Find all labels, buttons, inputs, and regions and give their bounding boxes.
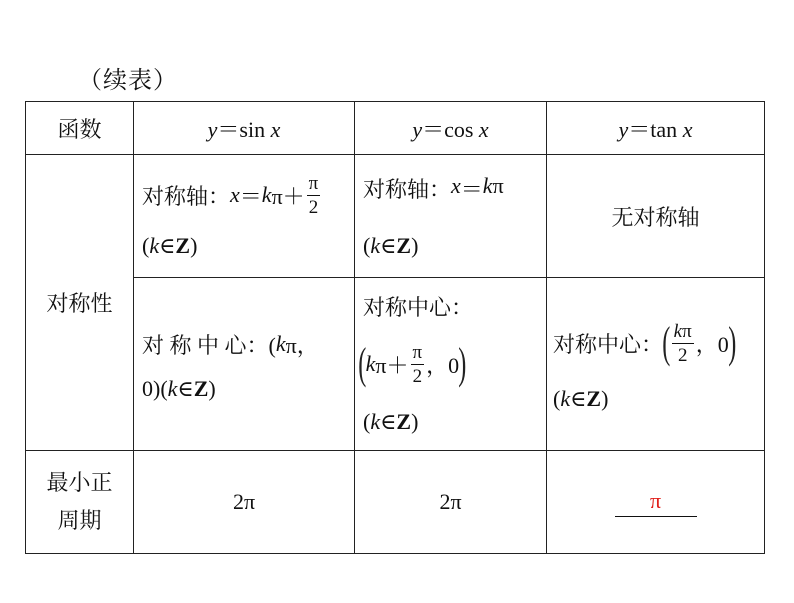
tan-axis-cell xyxy=(547,155,765,278)
cos-center-k: k xyxy=(365,351,376,376)
cos-axis-cond-open: ( xyxy=(363,233,371,258)
cos-axis-cond-k: k xyxy=(370,233,381,258)
tan-center-frac-den: 2 xyxy=(677,344,688,366)
tan-period-cell xyxy=(547,451,765,554)
header-tan-eq: ＝tan xyxy=(628,116,683,142)
sin-axis-prefix: 对称轴： xyxy=(142,183,231,209)
tan-center-frac-num xyxy=(672,322,694,344)
tan-center-line2 xyxy=(547,378,764,420)
cos-center-line2 xyxy=(355,328,546,400)
table-caption: （续表） xyxy=(78,68,178,94)
sin-center-prefix: 对 称 中 心：( xyxy=(142,332,276,358)
tan-period-answer-blank: π xyxy=(615,488,697,517)
sin-center-k: k xyxy=(275,331,286,356)
sin-axis-cond-in: ∈ xyxy=(159,233,176,258)
sin-axis-pi-plus: π＋ xyxy=(271,183,305,209)
sin-center-cond-Z: Z xyxy=(193,376,209,401)
header-tan-y: y xyxy=(618,116,629,142)
cos-center-cond-open: ( xyxy=(363,409,371,434)
sin-center-zero: 0)( xyxy=(142,376,168,401)
header-row xyxy=(26,102,765,155)
header-sin-x: x xyxy=(270,116,281,142)
period-label-cell xyxy=(26,451,134,554)
header-sin-eq: ＝sin xyxy=(217,116,271,142)
cos-center-line1 xyxy=(355,284,546,328)
cos-axis-cond-close: ) xyxy=(411,233,419,258)
tan-center-prefix: 对称中心： xyxy=(553,331,664,357)
period-label-line1: 最小正 xyxy=(46,470,113,495)
period-label-line2: 周期 xyxy=(57,508,102,533)
symmetry-axis-row xyxy=(26,155,765,278)
cos-axis-pi: π xyxy=(492,173,504,198)
cos-center-fraction xyxy=(411,343,425,386)
tan-center-cond-close: ) xyxy=(601,386,609,411)
symmetry-center-row xyxy=(26,278,765,451)
cos-center-frac-den: 2 xyxy=(412,365,423,387)
cos-center-cond-close: ) xyxy=(411,409,419,434)
tan-center-frac-k: k xyxy=(673,320,683,342)
trig-properties-table xyxy=(25,101,765,554)
sin-period-value: 2π xyxy=(232,489,256,514)
tan-center-frac-pi: π xyxy=(682,320,692,342)
cos-center-cell xyxy=(355,278,547,451)
sin-axis-line2 xyxy=(134,225,354,267)
header-function-cell xyxy=(26,102,134,155)
cos-period-value: 2π xyxy=(439,489,462,514)
tan-center-paren-left: ( xyxy=(662,318,671,367)
tan-center-cell xyxy=(547,278,765,451)
sin-center-line2 xyxy=(134,369,354,409)
symmetry-label: 对称性 xyxy=(46,291,113,316)
cos-center-cond-Z: Z xyxy=(396,409,412,434)
sin-period-cell xyxy=(134,451,355,554)
sin-axis-cond-Z: Z xyxy=(175,233,191,258)
cos-center-cond-in: ∈ xyxy=(380,409,397,434)
sin-axis-frac-den: 2 xyxy=(308,196,319,218)
cos-axis-line2 xyxy=(355,225,546,267)
tan-no-axis: 无对称轴 xyxy=(611,204,700,230)
cos-period-cell xyxy=(355,451,547,554)
period-row xyxy=(26,451,765,554)
cos-center-cond-k: k xyxy=(370,409,381,434)
sin-center-cond-in: ∈ xyxy=(177,376,194,401)
sin-axis-frac-num: π xyxy=(308,172,319,194)
cos-center-prefix: 对称中心： xyxy=(363,294,474,320)
header-function-label: 函数 xyxy=(57,116,102,142)
sin-axis-x: x xyxy=(230,182,240,207)
header-sin-cell xyxy=(134,102,355,155)
sin-center-cell xyxy=(134,278,355,451)
tan-center-cond-k: k xyxy=(560,386,571,411)
cos-axis-line1 xyxy=(355,165,546,225)
sin-axis-fraction xyxy=(307,174,321,217)
cos-axis-k: k xyxy=(482,173,493,198)
tan-center-line1 xyxy=(547,308,764,378)
tan-center-cond-Z: Z xyxy=(586,386,602,411)
cos-axis-eq: ＝ xyxy=(460,177,483,202)
sin-center-line1 xyxy=(134,319,354,369)
sin-axis-cond-k: k xyxy=(149,233,160,258)
cos-center-line3 xyxy=(355,400,546,444)
cos-center-paren-left: ( xyxy=(358,339,367,388)
header-cos-y: y xyxy=(412,116,423,142)
sin-axis-k: k xyxy=(261,182,272,207)
header-cos-cell xyxy=(355,102,547,155)
header-sin-y: y xyxy=(207,116,218,142)
cos-center-frac-num: π xyxy=(412,341,423,363)
sin-axis-eq: ＝ xyxy=(239,183,262,209)
symmetry-label-cell xyxy=(26,155,134,451)
sin-axis-cond-close: ) xyxy=(190,233,198,258)
cos-center-paren-right: ) xyxy=(458,339,467,388)
sin-center-pi-comma: π， xyxy=(285,332,319,358)
cos-axis-cond-Z: Z xyxy=(396,233,412,258)
sin-center-cond-k: k xyxy=(167,376,178,401)
header-tan-cell xyxy=(547,102,765,155)
cos-axis-prefix: 对称轴： xyxy=(363,177,452,202)
tan-center-comma-zero: ，0 xyxy=(695,331,729,357)
tan-center-fraction xyxy=(672,322,694,365)
header-cos-x: x xyxy=(478,116,489,142)
header-tan-x: x xyxy=(682,116,693,142)
sin-center-cond-close: ) xyxy=(208,376,216,401)
sin-axis-line1 xyxy=(134,165,354,225)
tan-center-cond-open: ( xyxy=(553,386,561,411)
cos-axis-cond-in: ∈ xyxy=(380,233,397,258)
sin-axis-cell xyxy=(134,155,355,278)
cos-axis-cell xyxy=(355,155,547,278)
cos-center-comma-zero: ，0 xyxy=(426,352,460,378)
sin-axis-cond-open: ( xyxy=(142,233,150,258)
cos-center-pi-plus: π＋ xyxy=(375,352,409,378)
cos-axis-x: x xyxy=(451,173,461,198)
header-cos-eq: ＝cos xyxy=(422,116,479,142)
tan-center-paren-right: ) xyxy=(728,318,737,367)
tan-center-cond-in: ∈ xyxy=(570,386,587,411)
